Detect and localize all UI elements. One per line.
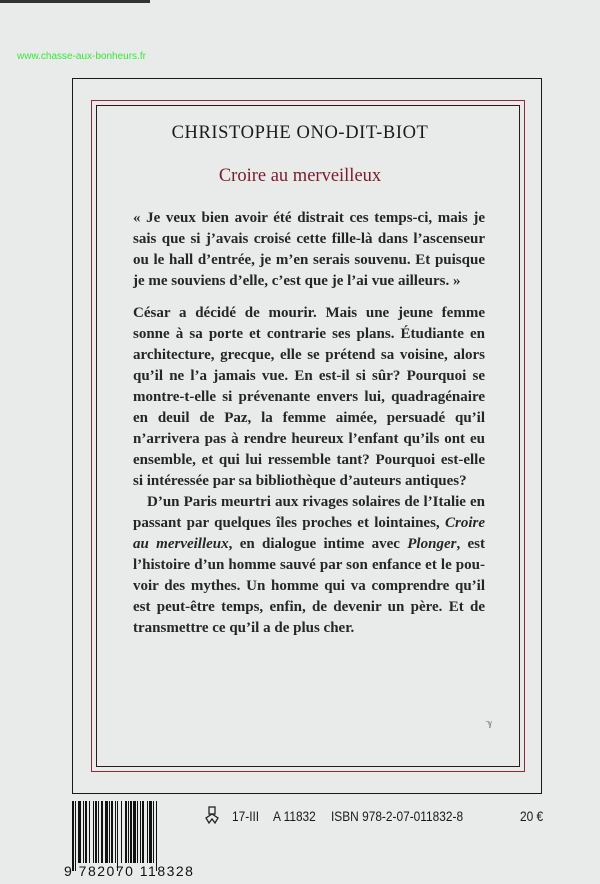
text-segment: passant par quelques îles proches et lointaines, [133, 515, 445, 531]
isbn: ISBN 978-2-07-011832-8 [331, 808, 464, 824]
barcode-bar [140, 801, 141, 863]
text-line [133, 555, 485, 575]
top-edge [0, 0, 150, 3]
text-line [133, 534, 485, 554]
text-segment: « Je veux bien avoir été distrait ces temps-ci, mais je [133, 210, 485, 226]
book-title: Croire au merveilleux [218, 166, 382, 186]
barcode-bar [149, 801, 152, 863]
text-segment: si intéressée par sa bibliothèque d’auteurs antiques? [133, 473, 467, 489]
text-line [133, 345, 485, 365]
barcode-bar [105, 801, 108, 863]
text-segment: est peut-être temps, enfin, de devenir un père. Et de [133, 599, 485, 615]
italic-title: Plonger [407, 536, 457, 552]
text-line [133, 208, 485, 228]
barcode-bar [109, 801, 110, 863]
text-line [133, 387, 485, 407]
italic-title: au merveilleux [133, 536, 229, 552]
text-segment: César a décidé de mourir. Mais une jeune femme [133, 305, 485, 321]
text-line [133, 229, 485, 249]
barcode-bar [142, 801, 144, 863]
barcode-bar [85, 801, 87, 863]
text-line [133, 250, 485, 270]
printer-mark-icon: ℽ [486, 718, 493, 728]
barcode-digits: 9 782070 118328 [64, 863, 195, 879]
text-segment: , est [456, 536, 485, 552]
text-segment: montre-t-elle si prévenante envers lui, quadragénaire [133, 389, 485, 405]
text-segment: D’un Paris meurtri aux rivages solaires de l’Italie en [147, 494, 485, 510]
text-line [133, 513, 485, 533]
text-segment: n’arrivera pas à rendre heureux l’enfant qu’ils ont eu [133, 431, 485, 447]
text-line [133, 429, 485, 449]
barcode-bar [75, 801, 76, 871]
text-segment: sonne à sa porte et contrarie ses plans. Étudiante en [133, 326, 485, 342]
barcode-bar [117, 801, 118, 871]
text-line [133, 303, 485, 323]
text-line [133, 271, 485, 291]
barcode-bar [137, 801, 138, 863]
barcode-bar [115, 801, 116, 863]
barcode-bar [98, 801, 99, 863]
author-name: CHRISTOPHE ONO-DIT-BIOT [171, 123, 429, 143]
text-line [133, 576, 485, 596]
text-line [133, 450, 485, 470]
text-segment: , en dialogue intime avec [228, 536, 408, 552]
text-segment: architecture, grecque, elle se prétend sa voisine, alors [133, 347, 485, 363]
barcode-bar [133, 801, 136, 863]
text-line [133, 597, 485, 617]
barcode-bar [128, 801, 129, 863]
barcode-bar [130, 801, 132, 863]
barcode-bar [89, 801, 90, 863]
text-segment: ensemble, et qui lui ressemble tant? Pourquoi est-elle [133, 452, 485, 468]
barcode-bar [121, 801, 122, 863]
barcode-bar [156, 801, 157, 871]
text-segment: voir des mythes. Un homme qui va comprendre qu’il [133, 578, 485, 594]
text-line [133, 492, 485, 512]
barcode [72, 801, 190, 864]
barcode-bar [93, 801, 94, 863]
barcode-bar [153, 801, 154, 863]
barcode-bar [83, 801, 84, 863]
publisher-logo-icon [203, 806, 221, 826]
catalog-code: 17-III [232, 808, 260, 824]
text-segment: qu’il ne l’a jamais vue. En est-il si sûr? Pourquoi se [133, 368, 485, 384]
barcode-bar [95, 801, 97, 863]
text-line [133, 366, 485, 386]
barcode-bar [111, 801, 113, 863]
text-segment: sais que si j’avais croisé cette fille-là dans l’ascenseur [133, 231, 485, 247]
text-line [133, 618, 485, 638]
text-segment: ou le hall d’entrée, je m’en serais souvenu. Et puisque [133, 252, 485, 268]
price: 20 € [520, 808, 544, 824]
text-segment: je me souviens d’elle, c’est que je l’ai vue ailleurs. » [133, 273, 461, 289]
text-segment: transmettre ce qu’il a de plus cher. [133, 620, 355, 636]
barcode-bar [72, 801, 74, 871]
barcode-bar [125, 801, 127, 863]
barcode-bar [147, 801, 148, 863]
text-line [133, 324, 485, 344]
barcode-bar [78, 801, 81, 863]
text-line [133, 471, 485, 491]
reference-number: A 11832 [273, 808, 316, 824]
text-segment: l’histoire d’un homme sauvé par son enfance et le pou- [133, 557, 485, 573]
watermark-url[interactable]: www.chasse-aux-bonheurs.fr [17, 51, 146, 62]
barcode-bar [101, 801, 103, 863]
text-line [133, 408, 485, 428]
text-segment: en deuil de Paz, la femme aimée, persuadé qu’il [133, 410, 485, 426]
italic-title: Croire [444, 515, 485, 531]
